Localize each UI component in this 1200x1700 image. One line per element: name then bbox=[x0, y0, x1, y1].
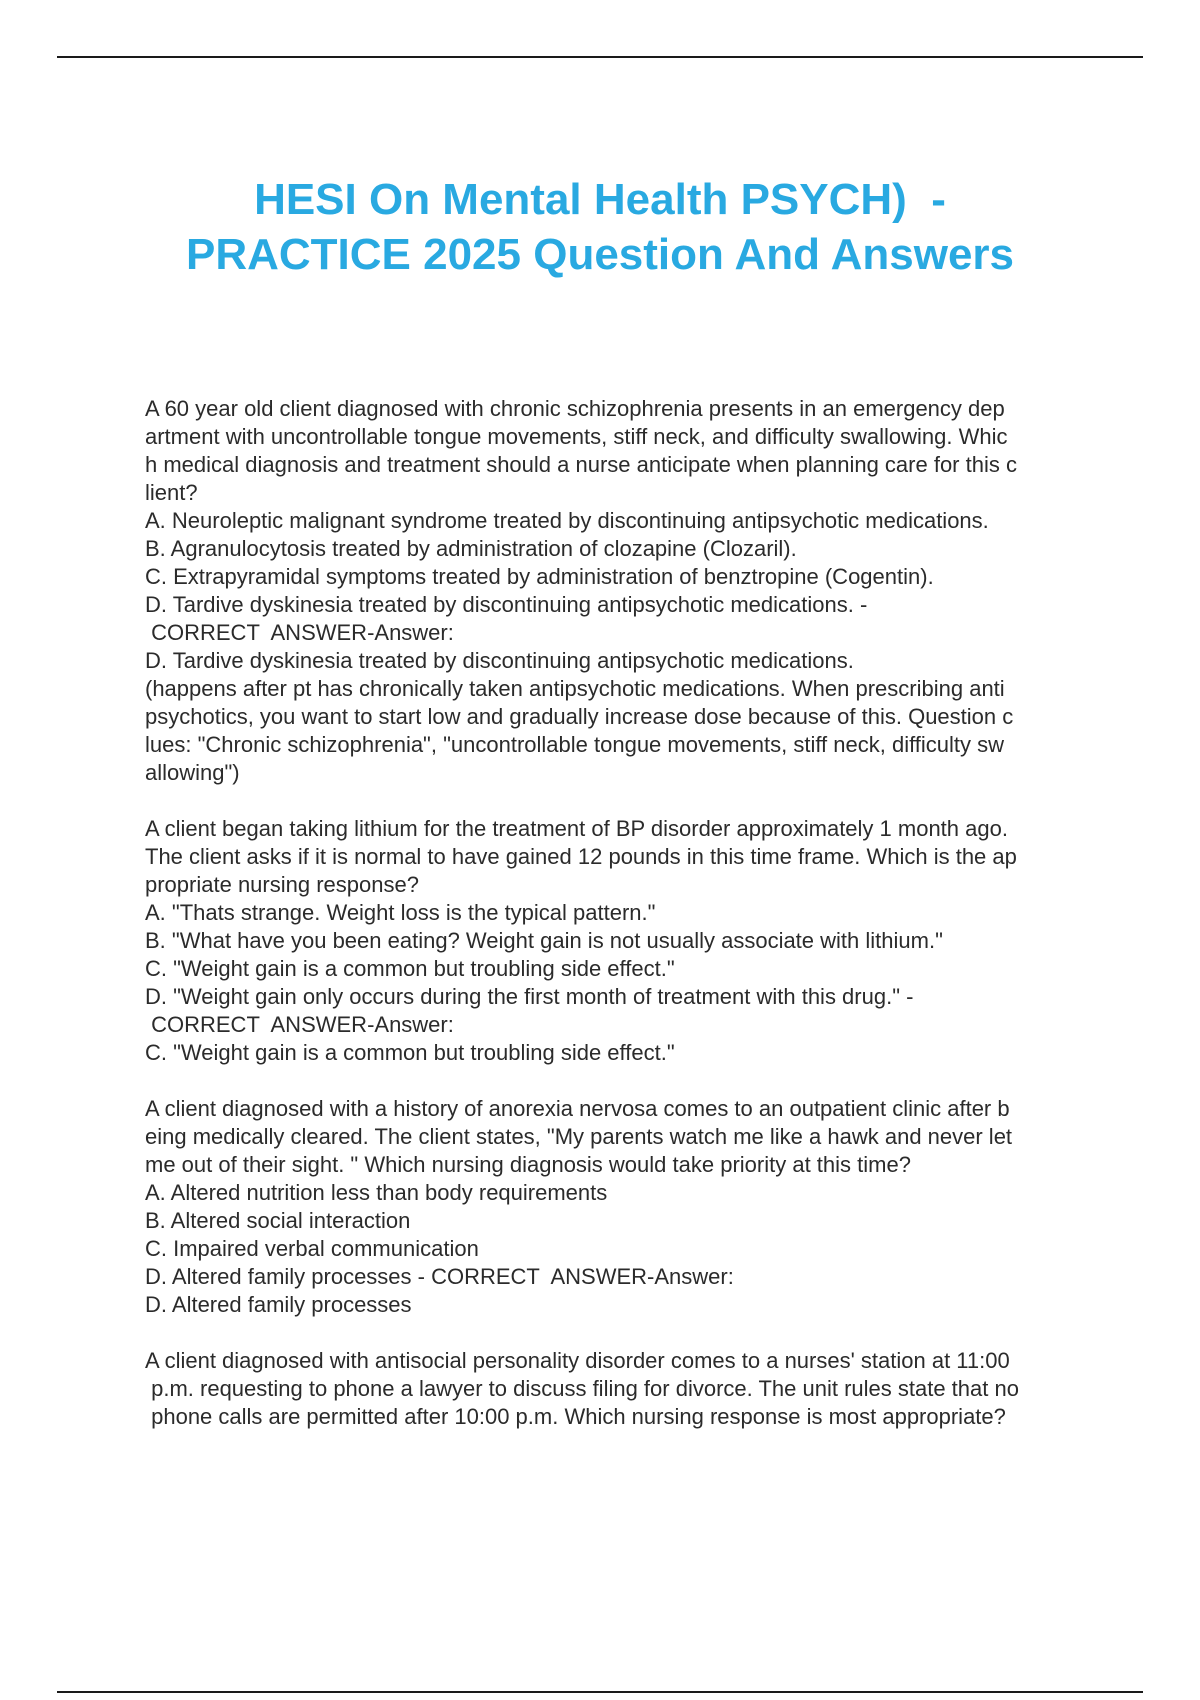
question-block-1 bbox=[145, 395, 1095, 787]
text-line: eing medically cleared. The client states, "My parents watch me like a hawk and never let bbox=[145, 1124, 1013, 1149]
text-line: propriate nursing response? bbox=[145, 872, 419, 897]
text-line: lient? bbox=[145, 480, 198, 505]
text-line: phone calls are permitted after 10:00 p.m. Which nursing response is most appropriate? bbox=[145, 1404, 1006, 1429]
option-line: A. Neuroleptic malignant syndrome treated by discontinuing antipsychotic medications. bbox=[145, 508, 989, 533]
rationale-line: allowing") bbox=[145, 760, 240, 785]
text-line: The client asks if it is normal to have gained 12 pounds in this time frame. Which is the ap bbox=[145, 844, 1017, 869]
answer-line: C. "Weight gain is a common but troubling side effect." bbox=[145, 1040, 675, 1065]
rationale-line: psychotics, you want to start low and gradually increase dose because of this. Question c bbox=[145, 704, 1014, 729]
option-line: C. Extrapyramidal symptoms treated by administration of benztropine (Cogentin). bbox=[145, 564, 934, 589]
option-line: C. "Weight gain is a common but troubling side effect." bbox=[145, 956, 675, 981]
text-line: A client began taking lithium for the treatment of BP disorder approximately 1 month ago. bbox=[145, 816, 1008, 841]
option-line: B. "What have you been eating? Weight gain is not usually associate with lithium." bbox=[145, 928, 943, 953]
option-line: C. Impaired verbal communication bbox=[145, 1236, 479, 1261]
title-line-2: PRACTICE 2025 Question And Answers bbox=[185, 230, 1015, 279]
rationale-line: lues: "Chronic schizophrenia", "uncontrollable tongue movements, stiff neck, difficulty sw bbox=[145, 732, 1005, 757]
option-line: D. Altered family processes - CORRECT ANSWER-Answer: bbox=[145, 1264, 734, 1289]
option-line: A. "Thats strange. Weight loss is the typical pattern." bbox=[145, 900, 656, 925]
answer-line: D. Tardive dyskinesia treated by discontinuing antipsychotic medications. bbox=[145, 648, 854, 673]
text-line: me out of their sight. " Which nursing diagnosis would take priority at this time? bbox=[145, 1152, 911, 1177]
question-block-4 bbox=[145, 1347, 1095, 1431]
text-line: p.m. requesting to phone a lawyer to discuss filing for divorce. The unit rules state that no bbox=[145, 1376, 1019, 1401]
title-line-1: HESI On Mental Health PSYCH) - bbox=[254, 175, 946, 224]
option-line: B. Altered social interaction bbox=[145, 1208, 411, 1233]
answer-label: CORRECT ANSWER-Answer: bbox=[145, 1012, 454, 1037]
rationale-line: (happens after pt has chronically taken antipsychotic medications. When prescribing anti bbox=[145, 676, 1005, 701]
text-line: A client diagnosed with a history of anorexia nervosa comes to an outpatient clinic after b bbox=[145, 1096, 1010, 1121]
document-body bbox=[145, 395, 1095, 1459]
bottom-rule bbox=[57, 1691, 1143, 1693]
top-rule bbox=[57, 56, 1143, 58]
option-line: A. Altered nutrition less than body requirements bbox=[145, 1180, 608, 1205]
document-title bbox=[0, 172, 1200, 282]
text-line: A client diagnosed with antisocial personality disorder comes to a nurses' station at 11:00 bbox=[145, 1348, 1010, 1373]
option-line: D. Tardive dyskinesia treated by discontinuing antipsychotic medications. - bbox=[145, 592, 868, 617]
question-block-2 bbox=[145, 815, 1095, 1067]
answer-line: D. Altered family processes bbox=[145, 1292, 412, 1317]
text-line: A 60 year old client diagnosed with chronic schizophrenia presents in an emergency dep bbox=[145, 396, 1005, 421]
option-line: B. Agranulocytosis treated by administration of clozapine (Clozaril). bbox=[145, 536, 797, 561]
text-line: h medical diagnosis and treatment should a nurse anticipate when planning care for this c bbox=[145, 452, 1017, 477]
option-line: D. "Weight gain only occurs during the first month of treatment with this drug." - bbox=[145, 984, 914, 1009]
answer-label: CORRECT ANSWER-Answer: bbox=[145, 620, 454, 645]
text-line: artment with uncontrollable tongue movements, stiff neck, and difficulty swallowing. Whic bbox=[145, 424, 1008, 449]
question-block-3 bbox=[145, 1095, 1095, 1319]
